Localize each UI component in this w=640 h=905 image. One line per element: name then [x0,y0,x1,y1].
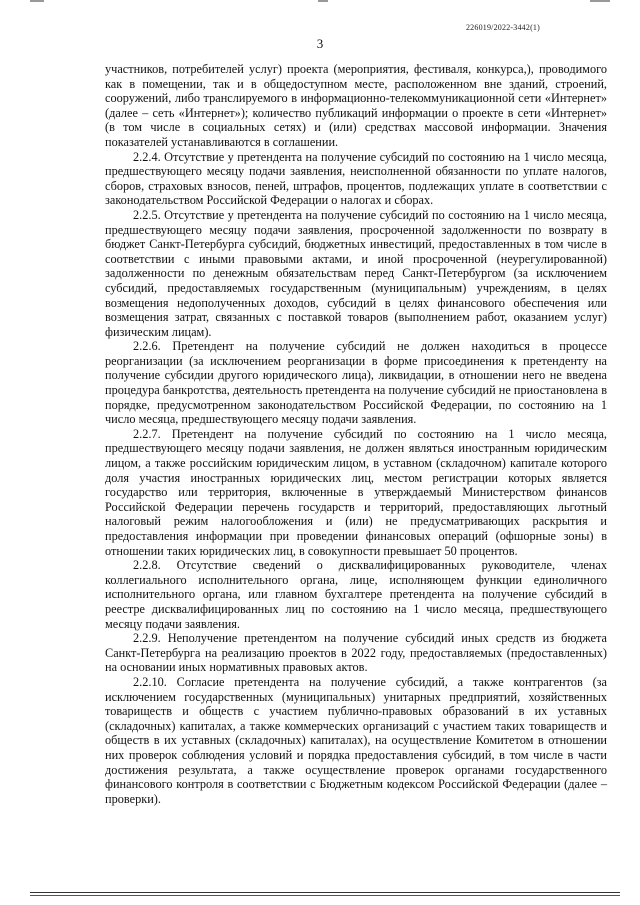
scan-edge-mark [318,0,328,2]
paragraph-2-2-4: 2.2.4. Отсутствие у претендента на получение субсидий по состоянию на 1 число месяца, предшествующего месяцу подачи заявления, неисполненной обязанности по уплате налогов, сборов, страховых взносов, пеней, штрафов, процентов, подлежащих уплате в соответствии с законодательством Российской Федерации о налогах и сборах. [105,149,607,208]
document-registration-number: 226019/2022-3442(1) [465,23,540,32]
paragraph-2-2-9: 2.2.9. Неполучение претендентом на получение субсидий иных средств из бюджета Санкт-Петербурга на реализацию проектов в 2022 году, предоставляемых (предоставленных) на основании иных нормативных правовых актов. [105,631,607,675]
page-number: 3 [316,36,324,51]
page-bottom-rule-secondary [30,895,620,896]
scan-edge-mark [590,0,610,2]
paragraph-2-2-5: 2.2.5. Отсутствие у претендента на получение субсидий по состоянию на 1 число месяца, предшествующего месяцу подачи заявления, просроченной задолженности по возврату в бюджет Санкт-Петербурга субсидий, бюджетных инвестиций, предоставленных в том числе в соответствии с иными правовыми актами, и иной просроченной (неурегулированной) задолженности по денежным обязательствам перед Санкт-Петербургом (за исключением субсидий, предоставляемых государственным (муниципальным) учреждениям, в целях возмещения недополученных доходов, субсидий в целях финансового обеспечения или возмещения затрат, связанных с поставкой товаров (выполнением работ, оказанием услуг) физическим лицам). [105,207,607,339]
paragraph-2-2-10: 2.2.10. Согласие претендента на получение субсидий, а также контрагентов (за исключением государственных (муниципальных) унитарных предприятий, хозяйственных товариществ и обществ с участием публично-правовых образований в их уставных (складочных) капиталах, а также коммерческих организаций с участием таких товариществ и обществ в их уставных (складочных) капиталах), на осуществление Комитетом в отношении них проверок соблюдения условий и порядка предоставления субсидий, в том числе в части достижения результата, а также осуществление проверок органами государственного финансового контроля в соответствии с Бюджетным кодексом Российской Федерации (далее – проверки). [105,674,607,806]
paragraph-continuation: участников, потребителей услуг) проекта (мероприятия, фестиваля, конкурса,), проводимого как в помещении, так и в общедоступном месте, расположенном вне зданий, строений, сооружений, либо транслируемого в информационно-телекоммуникационной сети «Интернет» (далее – сеть «Интернет»); количество публикаций информации о проекте в сети «Интернет» (в том числе в социальных сетях) и (или) средствах массовой информации. Значения показателей устанавливаются в соглашении. [105,62,607,149]
document-body [105,62,607,806]
paragraph-2-2-8: 2.2.8. Отсутствие сведений о дисквалифицированных руководителе, членах коллегиального исполнительного органа, лице, исполняющем функции единоличного исполнительного органа, или главном бухгалтере претендента на получение субсидий в реестре дисквалифицированных лиц по состоянию на 1 число месяца, предшествующего месяцу подачи заявления. [105,558,607,631]
scan-edge-mark [30,0,44,2]
paragraph-2-2-6: 2.2.6. Претендент на получение субсидий не должен находиться в процессе реорганизации (за исключением реорганизации в форме присоединения к претенденту на получение субсидии другого юридического лица), ликвидации, в отношении него не введена процедура банкротства, деятельность претендента на получение субсидий не приостановлена в порядке, предусмотренном законодательством Российской Федерации, по состоянию на 1 число месяца, предшествующего месяцу подачи заявления. [105,339,607,427]
page-bottom-rule [30,892,620,893]
paragraph-2-2-7: 2.2.7. Претендент на получение субсидий по состоянию на 1 число месяца, предшествующего месяцу подачи заявления, не должен являться иностранным юридическим лицом, а также российским юридическим лицом, в уставном (складочном) капитале которого доля участия иностранных юридических лиц, местом регистрации которых является государство или территория, включенные в утверждаемый Министерством финансов Российской Федерации перечень государств и территорий, предоставляющих льготный налоговый режим налогообложения и (или) не предусматривающих раскрытия и предоставления информации при проведении финансовых операций (офшорные зоны) в отношении таких юридических лиц, в совокупности превышает 50 процентов. [105,426,607,558]
